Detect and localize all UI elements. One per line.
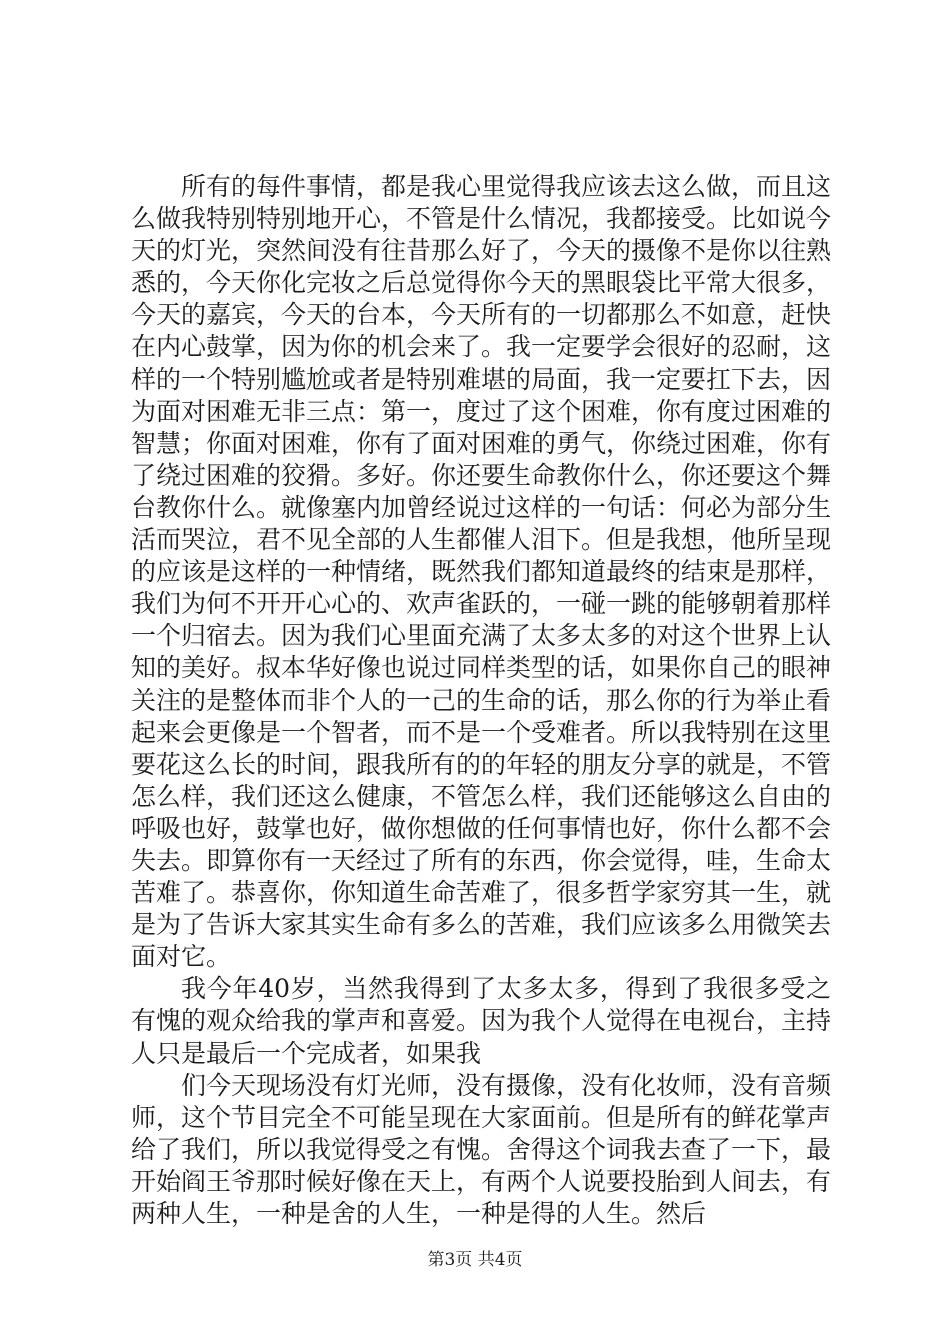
document-body <box>131 171 831 1230</box>
page-footer: 第3页 共4页 <box>427 1250 523 1270</box>
paragraph-2: 我今年40岁，当然我得到了太多太多，得到了我很多受之有愧的观众给我的掌声和喜爱。因为我个人觉得在电视台，主持人只是最后一个完成者，如果我 <box>131 974 832 1068</box>
paragraph-1: 所有的每件事情，都是我心里觉得我应该去这么做，而且这么做我特别特别地开心，不管是什么情况，我都接受。比如说今天的灯光，突然间没有往昔那么好了，今天的摄像不是你以往熟悉的，今天你化完妆之后总觉得你今天的黑眼袋比平常大很多，今天的嘉宾，今天的台本，今天所有的一切都那么不如意，赶快在内心鼓掌，因为你的机会来了。我一定要学会很好的忍耐，这样的一个特别尴尬或者是特别难堪的局面，我一定要扛下去，因为面对困难无非三点：第一，度过了这个困难，你有度过困难的智慧；你面对困难，你有了面对困难的勇气，你绕过困难，你有了绕过困难的狡猾。多好。你还要生命教你什么，你还要这个舞台教你什么。就像塞内加曾经说过这样的一句话：何必为部分生活而哭泣，君不见全部的人生都催人泪下。但是我想，他所呈现的应该是这样的一种情绪，既然我们都知道最终的结束是那样，我们为何不开开心心的、欢声雀跃的，一碰一跳的能够朝着那样一个归宿去。因为我们心里面充满了太多太多的对这个世界上认知的美好。叔本华好像也说过同样类型的话，如果你自己的眼神关注的是整体而非个人的一己的生命的话，那么你的行为举止看起来会更像是一个智者，而不是一个受难者。所以我特别在这里要花这么长的时间，跟我所有的的年轻的朋友分享的就是，不管怎么样，我们还这么健康，不管怎么样，我们还能够这么自由的呼吸也好，鼓掌也好，做你想做的任何事情也好，你什么都不会失去。即算你有一天经过了所有的东西，你会觉得，哇，生命太苦难了。恭喜你，你知道生命苦难了，很多哲学家穷其一生，就是为了告诉大家其实生命有多么的苦难，我们应该多么用微笑去面对它。 <box>131 172 832 972</box>
paragraph-3: 们今天现场没有灯光师，没有摄像，没有化妆师，没有音频师，这个节目完全不可能呈现在大家面前。但是所有的鲜花掌声给了我们，所以我觉得受之有愧。舍得这个词我去查了一下，最开始阎王爷那时候好像在天上，有两个人说要投胎到人间去，有两种人生，一种是舍的人生，一种是得的人生。然后 <box>131 1070 832 1228</box>
